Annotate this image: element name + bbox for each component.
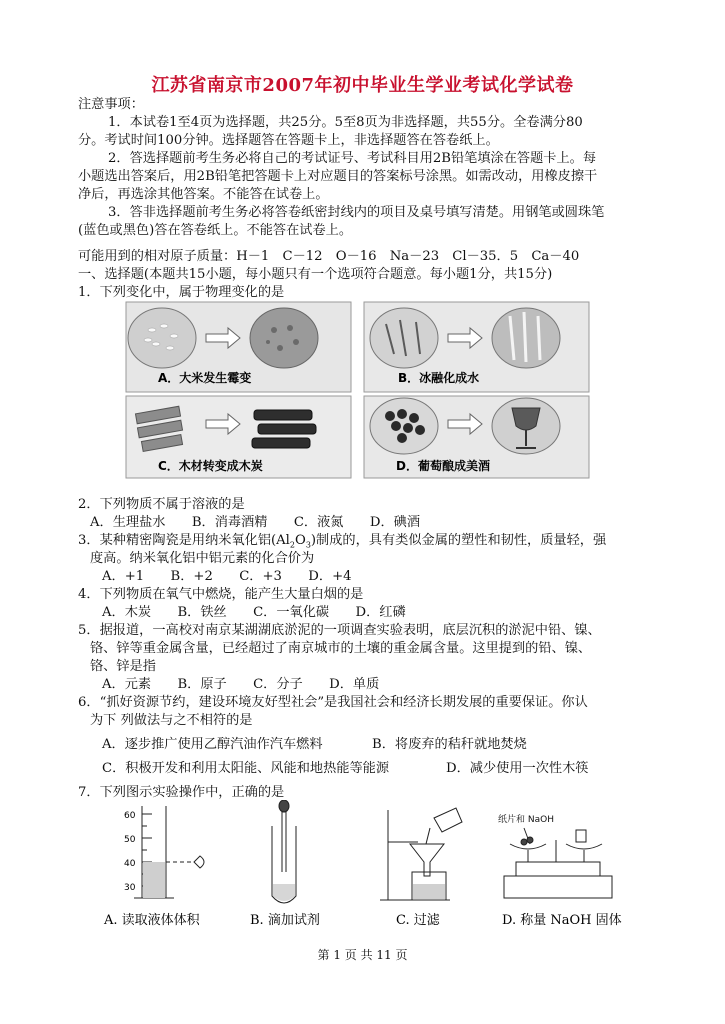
question-3-stem: 3．某种精密陶瓷是用纳米氧化铝$(Al_2O_3)$制成的，具有类似金属的塑性和韧性，质量轻，强 bbox=[78, 533, 607, 550]
question-3-stem-cont: 度高。纳米氧化铝中铝元素的化合价为 bbox=[90, 551, 315, 566]
figure-d-caption: D. 称量 NaOH 固体 bbox=[502, 913, 622, 928]
tick-label: 50 bbox=[124, 835, 136, 845]
question-3-options: A．+1 B．+2 C．+3 D．+4 bbox=[102, 569, 352, 584]
question-5-stem-cont: 铬、锌等重金属含量，已经超过了南京城市的土壤的重金属含量。这里提到的铅、镍、 bbox=[90, 641, 592, 656]
question-1-stem: 1．下列变化中，属于物理变化的是 bbox=[78, 285, 285, 300]
section-heading: 一、选择题(本题共15小题，每小题只有一个选项符合题意。每小题1分，共15分) bbox=[78, 267, 553, 282]
figure-filtration bbox=[380, 808, 462, 900]
figure-a-caption: A．大米发生霉变 bbox=[158, 371, 252, 385]
question-6-stem: 6．“抓好资源节约，建设环境友好型社会”是我国社会和经济长期发展的重要保证。你认 bbox=[78, 695, 588, 710]
question-5-stem-cont: 铬、锌是指 bbox=[90, 659, 156, 674]
question-4-stem: 4．下列物质在氧气中燃烧，能产生大量白烟的是 bbox=[78, 587, 364, 602]
question-4-options: A．木炭 B．铁丝 C．一氧化碳 D．红磷 bbox=[102, 605, 406, 620]
question-7-stem: 7．下列图示实验操作中，正确的是 bbox=[78, 785, 285, 800]
question-6-option-d: D．减少使用一次性木筷 bbox=[446, 761, 589, 776]
notice-line: (蓝色或黑色)答在答卷纸上。不能答在试卷上。 bbox=[78, 223, 353, 238]
notice-line: 3．答非选择题前考生务必将答卷纸密封线内的项目及桌号填写清楚。用钢笔或圆珠笔 bbox=[108, 205, 605, 220]
question-6-stem-cont: 为下 列做法与之不相符的是 bbox=[90, 713, 253, 728]
figure-dropper bbox=[272, 800, 296, 903]
question-2-options: A．生理盐水 B．消毒酒精 C．液氮 D．碘酒 bbox=[90, 515, 421, 530]
atomic-masses: 可能用到的相对原子质量：H－1 C－12 O－16 Na－23 Cl－35．5 Ca－40 bbox=[78, 249, 580, 264]
figure-c-caption: C. 过滤 bbox=[396, 913, 440, 928]
tick-label: 30 bbox=[124, 883, 136, 893]
tick-label: 40 bbox=[124, 859, 136, 869]
notice-line: 2．答选择题前考生务必将自己的考试证号、考试科目用2B铅笔填涂在答题卡上。每 bbox=[108, 151, 597, 166]
notice-heading: 注意事项： bbox=[78, 97, 144, 112]
notice-line: 净后，再选涂其他答案。不能答在试卷上。 bbox=[78, 187, 329, 202]
question-5-options: A．元素 B．原子 C．分子 D．单质 bbox=[102, 677, 380, 692]
figure-c-caption: C．木材转变成木炭 bbox=[158, 459, 263, 473]
page-title: 江苏省南京市2007年初中毕业生学业考试化学试卷 bbox=[151, 75, 574, 96]
notice-line: 小题选出答案后，用2B铅笔把答题卡上对应题目的答案标号涂黑。如需改动，用橡皮擦干 bbox=[78, 169, 598, 184]
figure-a-caption: A. 读取液体体积 bbox=[104, 913, 200, 928]
question-1-figure bbox=[124, 300, 594, 480]
page-footer: 第 1 页 共 11 页 bbox=[317, 948, 408, 962]
notice-line: 1．本试卷1至4页为选择题，共25分。5至8页为非选择题，共55分。全卷满分80 bbox=[108, 115, 583, 130]
question-2-stem: 2．下列物质不属于溶液的是 bbox=[78, 497, 245, 512]
question-6-option-c: C．积极开发和利用太阳能、风能和地热能等能源 bbox=[102, 761, 390, 776]
figure-d-caption: D．葡萄酿成美酒 bbox=[396, 459, 490, 473]
figure-cylinder bbox=[134, 806, 204, 898]
balance-label: 纸片和 NaOH bbox=[498, 815, 554, 825]
notice-line: 分。考试时间100分钟。选择题答在答题卡上，非选择题答在答卷纸上。 bbox=[78, 133, 499, 148]
tick-label: 60 bbox=[124, 811, 136, 821]
figure-balance bbox=[498, 813, 612, 898]
question-6-option-b: B．将废弃的秸秆就地焚烧 bbox=[372, 737, 527, 752]
figure-b-caption: B．冰融化成水 bbox=[398, 371, 480, 385]
question-5-stem: 5．据报道，一高校对南京某湖湖底淤泥的一项调查实验表明，底层沉积的淤泥中铅、镍、 bbox=[78, 623, 601, 638]
question-7-figure bbox=[100, 800, 660, 935]
question-6-option-a: A．逐步推广使用乙醇汽油作汽车燃料 bbox=[102, 737, 323, 752]
figure-b-caption: B. 滴加试剂 bbox=[250, 913, 320, 928]
